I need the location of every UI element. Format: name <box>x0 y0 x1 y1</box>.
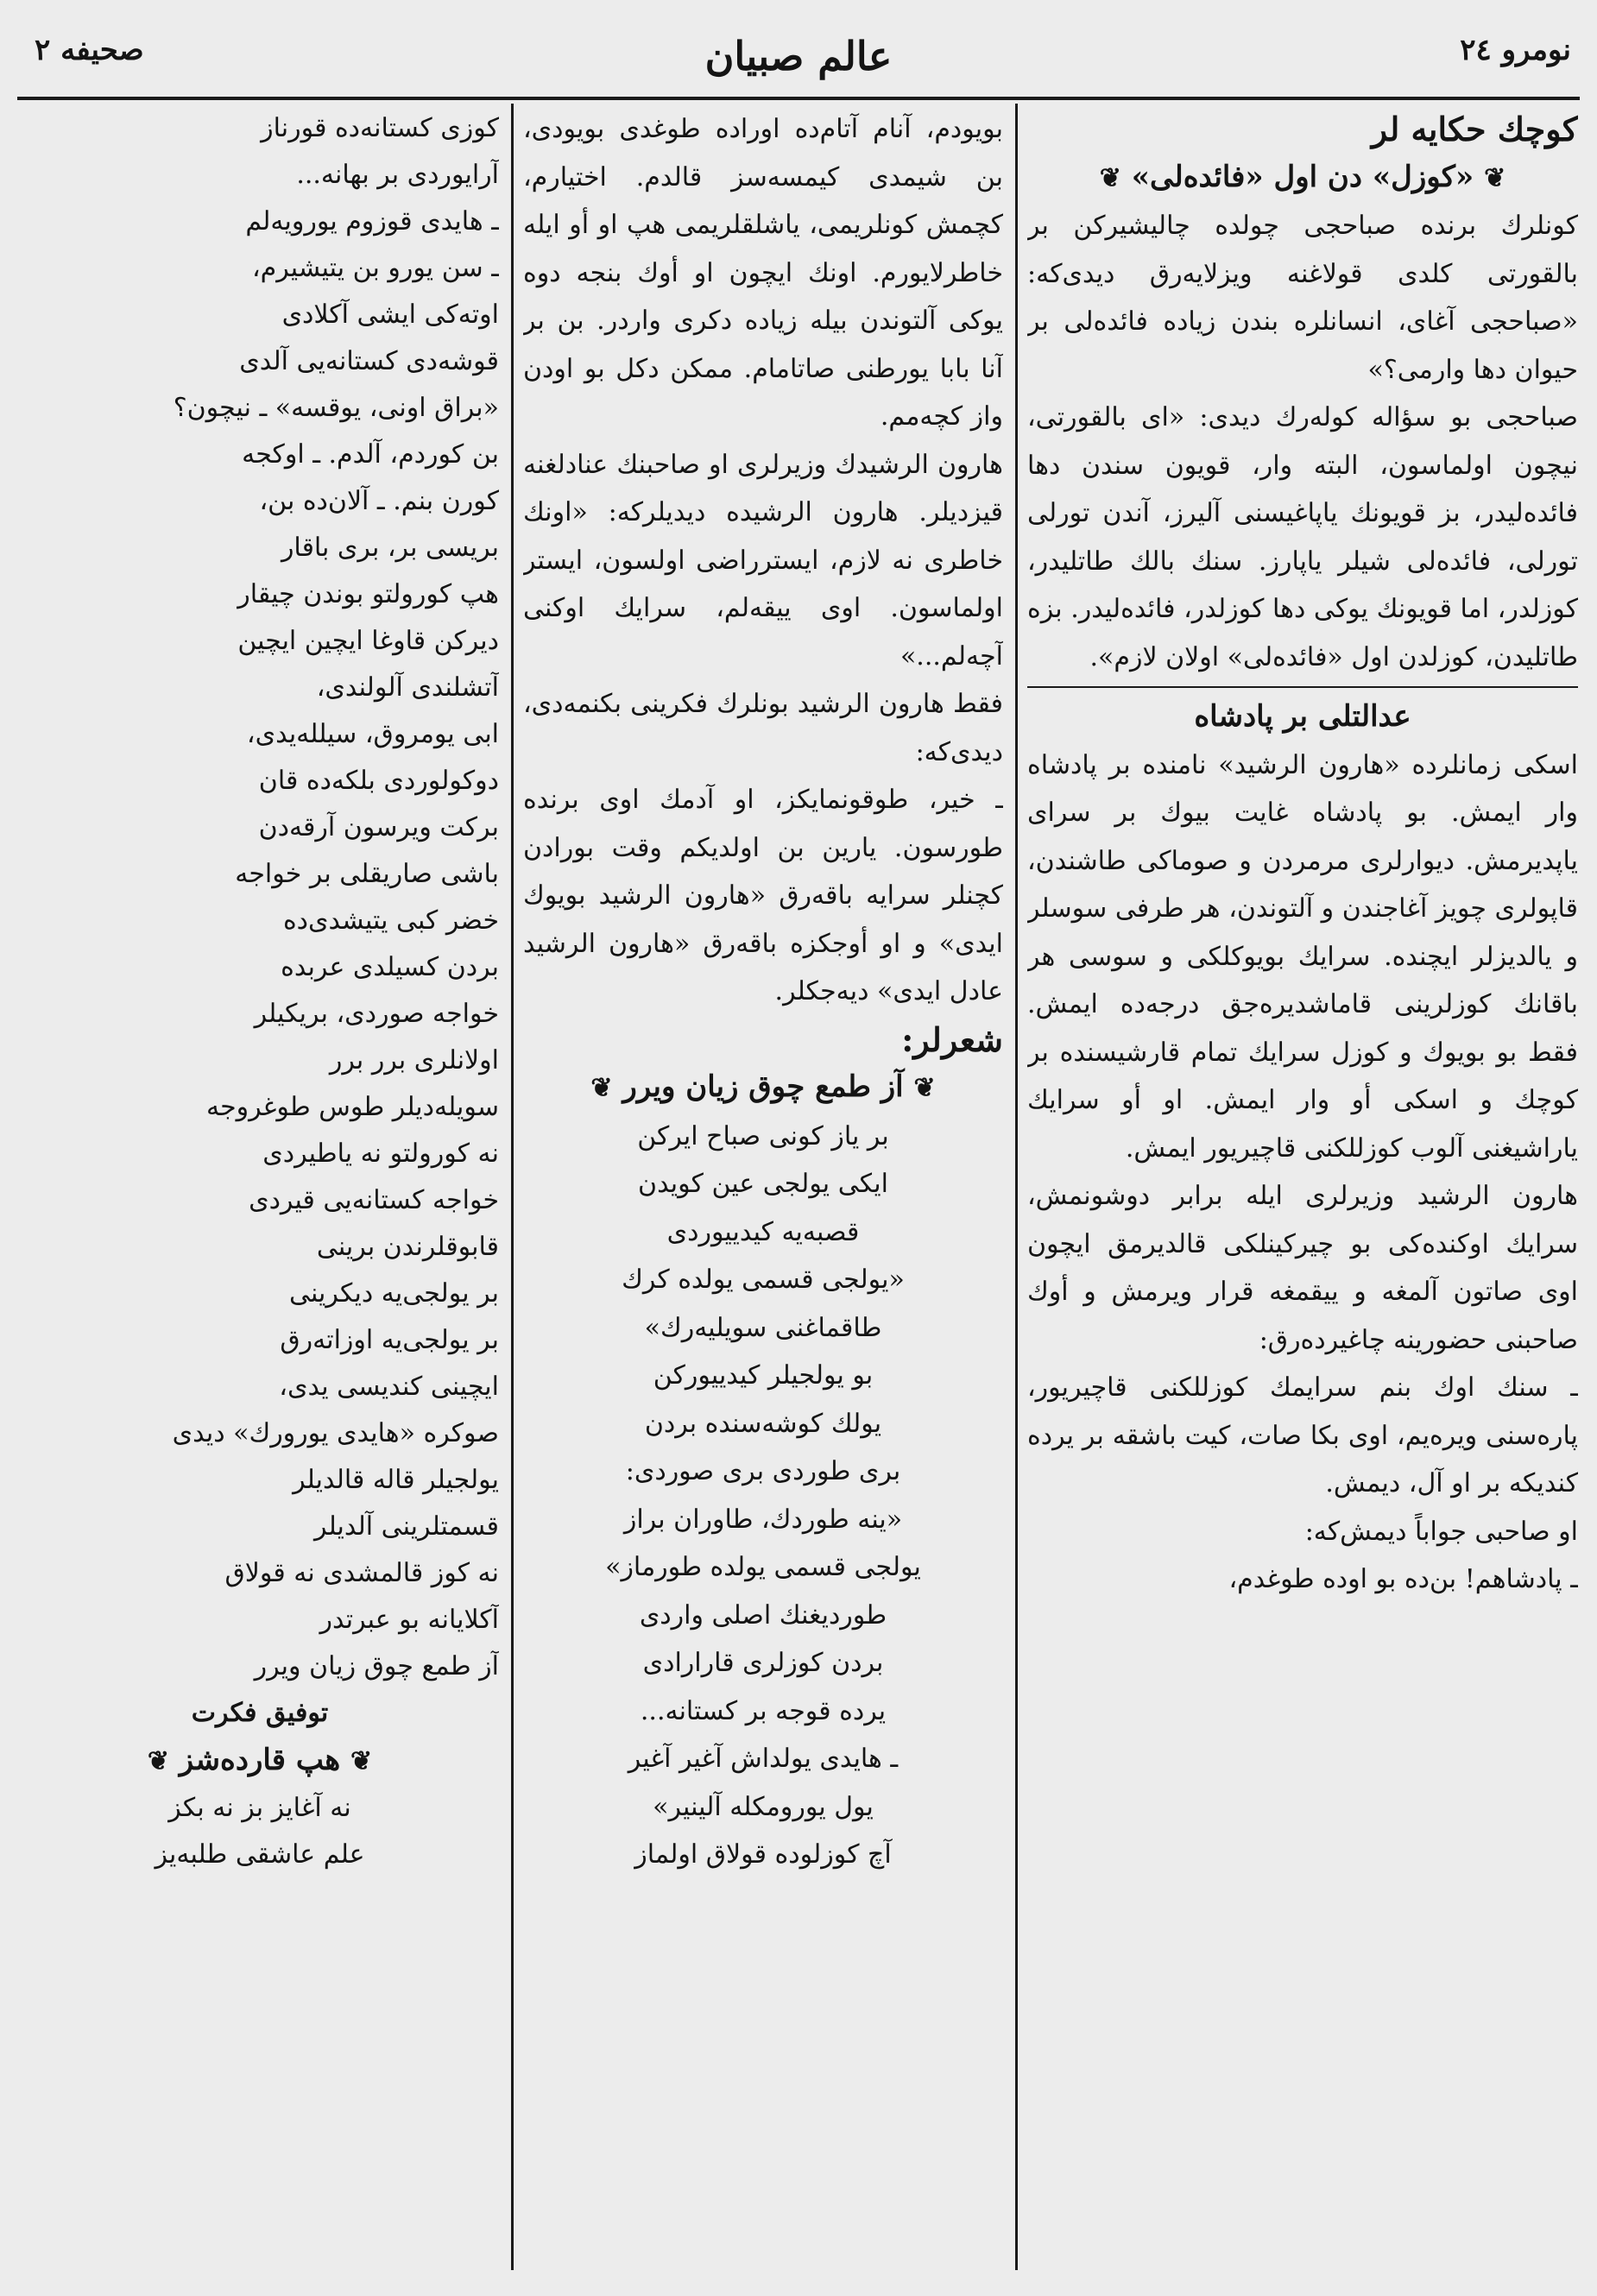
ornament-icon: ❦ <box>1099 162 1121 193</box>
poem-line: آز طمع چوق زیان ویرر <box>254 1651 499 1681</box>
poem-line: یرده قوجه بر کستانه... <box>640 1695 887 1726</box>
poem-line: کورن بنم. ـ آلان‌ده بن، <box>259 486 499 516</box>
masthead <box>17 33 1580 93</box>
poem-line: ایکی یولجی عین کویدن <box>638 1169 888 1199</box>
poem-line: بری طوردی بری صوردی: <box>625 1456 901 1486</box>
poem-line: طاقماغنی سویلیه‌رك» <box>644 1312 882 1343</box>
poem-line: طوردیغنك اصلی واردی <box>639 1599 887 1631</box>
column-divider-left <box>511 104 514 2270</box>
ornament-icon: ❦ <box>350 1746 373 1776</box>
poem2-title: ❦ هپ قارده‌شز ❦ <box>21 1737 499 1785</box>
story2-paragraph: او صاحبی جواباً دیمش‌که: <box>1304 1516 1578 1547</box>
poem-line: ابی یومروق، سیلله‌یدی، <box>246 719 499 749</box>
section-title: کوچك حکایه لر <box>1371 110 1578 148</box>
left-column <box>21 105 499 2270</box>
poem-line: بر یولجی‌یه دیکرینی <box>288 1278 499 1309</box>
story2-title: عدالتلی بر پادشاه <box>1194 699 1411 734</box>
poems-label: شعرلر: <box>901 1019 1003 1059</box>
poem-line: دیرکن قاوغا ایچین ایچین <box>237 626 499 656</box>
story2-continued: ـ خیر، طوقونمایکز، او آدمك اوی برنده طورسون. یارین بن اولدیکم وقت بورادن کچنلر سرایه باقه‌رق «هارون الرشید بویوك ایدی» و او أوجکزه باقه‌رق «هارون الرشید عادل ایدی» دیه‌جکلر. <box>523 785 1003 1006</box>
poem-line: کوزی کستانه‌ده قورناز <box>261 113 499 143</box>
ornament-icon: ❦ <box>913 1073 936 1103</box>
poem-line: نه کورولتو نه یاطیردی <box>262 1139 499 1169</box>
poem-line: هپ کورولتو بوندن چیقار <box>237 579 499 609</box>
poem-line: قابوقلرندن برینی <box>316 1232 499 1262</box>
poem-line: یولك کوشه‌سنده بردن <box>644 1408 882 1439</box>
poem-line: قسمتلرینی آلدیلر <box>314 1511 499 1542</box>
poem-line: اولانلری برر برر <box>329 1045 499 1075</box>
story2-paragraph: ـ سنك اوك بنم سرایمك کوزللکنی قاچیریور، پاره‌سنی ویره‌یم، اوی بکا صات، کیت باشقه بر یرده کندیکه بر او آل، دیمش. <box>1027 1372 1578 1498</box>
poem-line: قوشه‌دی کستانه‌یی آلدی <box>239 346 499 376</box>
story2-paragraph: ـ پادشاهم! بن‌ده بو اوده طوغدم، <box>1228 1564 1578 1594</box>
poem-line: بر یولجی‌یه اوزاته‌رق <box>280 1325 499 1355</box>
story2-continued: هارون الرشیدك وزیرلری او صاحبنك عنادلغنه قیزدیلر. هارون الرشیده دیدیلرکه: «اونك خاطری نه لازم، ایسترراضی اولسون، ایستر اولماسون. اوی ییقه‌لم، سرایك اوکنی آچه‌لم...» <box>523 449 1003 672</box>
poem-line: یولجیلر قاله قالدیلر <box>293 1465 499 1495</box>
poem-line: آکلایانه بو عبرتدر <box>319 1605 499 1635</box>
poem-line: ـ هایدی قوزوم یورویه‌لم <box>245 206 499 237</box>
poem-line: قصبه‌یه کیدییوردی <box>666 1216 860 1247</box>
poem-line: خضر کبی یتیشدی‌ده <box>282 905 499 936</box>
poem-line: بن کوردم، آلدم. ـ اوکجه <box>242 439 499 470</box>
poem-line: بر یاز کونی صباح ایرکن <box>637 1120 889 1151</box>
poem-line: ـ هایدی یولداش آغیر آغیر <box>628 1744 899 1774</box>
poem-line: صوکره «هایدی یورورك» دیدی <box>172 1418 499 1448</box>
story2-paragraph: اسکی زمانلرده «هارون الرشید» نامنده بر پادشاه وار ایمش. بو پادشاه غایت بیوك بر سرای یاپدیرمش. دیوارلری مرمردن و صوماکی طاشندن، قاپولری چویز آغاجندن و آلتوندن، هر طرفی سوسلر و یالدیزلر ایچنده. سرایك بویوکلکی و سوسی هر باقانك کوزلرینی قاماشدیره‌جق درجه‌ده ایمش. فقط بو بویوك و کوزل سرایك تمام قارشیسنده بر کوچك و اسکی أو وار ایمش. او أو سرایك یاراشیغنی آلوب کوزللکنی قاچیریور ایمش. <box>1027 749 1578 1164</box>
masthead-rule <box>17 97 1580 100</box>
poem-line: علم عاشقی طلبه‌یز <box>155 1839 365 1870</box>
poem-line: دوکولوردی بلکه‌ده قان <box>258 766 499 796</box>
column-divider-right <box>1015 104 1018 2270</box>
story2-paragraph: هارون الرشید وزیرلری ایله برابر دوشونمش، سرایك اوکنده‌کی بو چیرکینلکی قالدیرمق ایچون اوی صاتون آلمغه و ییقمغه قرار ویرمش و أوك صاحبنی حضورینه چاغیرده‌رق: <box>1027 1181 1578 1355</box>
poem-line: آچ کوزلوده قولاق اولماز <box>634 1839 892 1870</box>
poem-line: یول یورومکله آلینیر» <box>653 1791 874 1822</box>
poem1-title: ❦ آز طمع چوق زیان ویرر ❦ <box>523 1063 1003 1113</box>
poem-line: بریسی بر، بری باقار <box>281 533 499 563</box>
right-column <box>1027 105 1578 2270</box>
poem-line: آرایوردی بر بهانه... <box>296 160 499 190</box>
poem-line: یولجی قسمی یولده طورماز» <box>605 1552 921 1582</box>
poem-line: بو یولجیلر کیدییورکن <box>653 1360 874 1391</box>
ornament-icon: ❦ <box>147 1746 169 1776</box>
ornament-icon: ❦ <box>1484 162 1506 193</box>
story1-title: ❦ «کوزل» دن اول «فائده‌لی» ❦ <box>1027 154 1578 203</box>
poem-line: خواجه صوردی، بریکیلر <box>254 999 499 1029</box>
ornament-icon: ❦ <box>590 1073 613 1103</box>
poem-author: توفیق فکرت <box>191 1698 329 1728</box>
poem-line: اوته‌کی ایشی آکلادی <box>281 300 499 330</box>
poem-line: سویله‌دیلر طوس طوغروجه <box>206 1092 499 1122</box>
divider <box>1027 686 1578 688</box>
poem-line: بردن کوزلری قارارادی <box>642 1648 884 1678</box>
page-number: صحیفه ۲ <box>35 33 144 67</box>
poem-line: آتشلندی آلولندی، <box>316 672 499 703</box>
poem-line: «براق اونی، یوقسه» ـ نیچون؟ <box>173 393 499 423</box>
poem-line: «ینه طوردك، طاوران براز <box>623 1504 903 1535</box>
poem-line: نه کوز قالمشدی نه قولاق <box>224 1558 499 1588</box>
poem-line: «یولجی قسمی یولده کرك <box>622 1265 905 1295</box>
story2-continued: فقط هارون الرشید بونلرك فکرینی بکنمه‌دی، دیدی‌که: <box>523 689 1003 767</box>
issue-number: نومرو ۲٤ <box>1460 33 1571 67</box>
poem-line: بردن کسیلدی عربده <box>281 952 499 982</box>
poem-line: برکت ویرسون آرقه‌دن <box>258 812 499 842</box>
newspaper-title: عالم صبیان <box>704 33 893 79</box>
poem-line: خواجه کستانه‌یی قیردی <box>249 1185 499 1215</box>
middle-column <box>523 105 1003 2270</box>
poem-line: باشی صاریقلی بر خواجه <box>235 859 499 889</box>
poem-line: ـ سن یورو بن یتیشیرم، <box>252 253 499 283</box>
story1-paragraph: کونلرك برنده صباحجی چولده چالیشیرکن بر بالقورتی کلدی قولاغنه ویزلایه‌رق دیدی‌که: «صباحجی آغای، انسانلره بندن زیاده فائده‌لی بر حیوان دها وارمی؟» <box>1027 211 1578 385</box>
poem-line: ایچینی کندیسی یدی، <box>279 1372 499 1402</box>
poem-line: نه آغایز بز نه بکز <box>168 1793 351 1823</box>
story2-continued: بویودم، آنام آتام‌ده اوراده طوغدی بویودی، بن شیمدی کیمسه‌سز قالدم. اختیارم، کچمش کونلریمی، یاشلقلریمی هپ او أو ایله خاطرلایورم. اونك ایچون او أوك بنجه دوه یوکی آلتوندن بیله زیاده دکری واردر. بن بر آنا بابا یورطنی صاتامام. ممکن دکل بو اودن واز کچه‌مم. <box>523 114 1003 432</box>
story1-paragraph: صباحجی بو سؤاله کوله‌رك دیدی: «ای بالقورتی، نیچون اولماسون، البته وار، قویون سندن دها فائده‌لیدر، بز قویونك یاپاغیسنی آلیرز، آندن تورلی تورلی، فائده‌لی شیلر یاپارز. سنك بالك طاتلیدر، کوزلدر، اما قویونك یوکی دها کوزلدر، فائده‌لیدر. بزه طاتلیدن، کوزلدن اول «فائده‌لی» اولان لازم». <box>1027 402 1578 672</box>
